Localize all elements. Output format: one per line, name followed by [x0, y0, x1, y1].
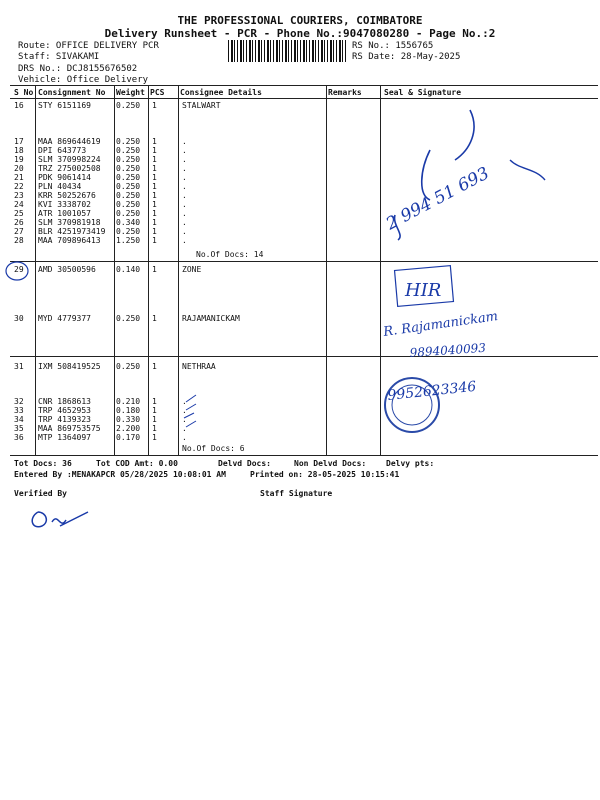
row-pcs: 1 [152, 397, 157, 406]
row-sno: 32 [14, 397, 24, 406]
row-sno: 28 [14, 236, 24, 245]
row-consignee: RAJAMANICKAM [182, 314, 240, 323]
row-weight: 0.250 [116, 146, 141, 155]
row-consignee: . [182, 209, 187, 218]
row-weight: 0.140 [116, 265, 141, 274]
row-sno: 25 [14, 209, 24, 218]
row-pcs: 1 [152, 209, 157, 218]
row-pcs: 1 [152, 218, 157, 227]
row-pcs: 1 [152, 200, 157, 209]
non-delivered-docs: Non Delvd Docs: [294, 459, 367, 468]
row-consignee: STALWART [182, 101, 221, 110]
col-consignee: Consignee Details [180, 88, 262, 97]
row-pcs: 1 [152, 433, 157, 442]
staff-signature: Staff Signature [260, 489, 333, 498]
row-pcs: 1 [152, 137, 157, 146]
row-consignment: MAA 709896413 [38, 236, 101, 245]
row-consignee: . [182, 182, 187, 191]
row-consignment: MAA 869753575 [38, 424, 101, 433]
row-weight: 0.180 [116, 406, 141, 415]
row-sno: 36 [14, 433, 24, 442]
verified-signature [32, 512, 88, 527]
row-consignment: AMD 30500596 [38, 265, 96, 274]
row-sno: 22 [14, 182, 24, 191]
row-pcs: 1 [152, 146, 157, 155]
row-sno: 21 [14, 173, 24, 182]
row-consignee: . [182, 155, 187, 164]
row-consignee: . [182, 191, 187, 200]
hir-text: HIR [405, 280, 442, 301]
row-sno: 33 [14, 406, 24, 415]
row-sno: 30 [14, 314, 24, 323]
row-weight: 0.210 [116, 397, 141, 406]
row-pcs: 1 [152, 236, 157, 245]
row-weight: 0.170 [116, 433, 141, 442]
group-docs-count: No.Of Docs: 14 [196, 250, 264, 259]
drs-number: DRS No.: DCJ8155676502 [18, 64, 138, 74]
row-pcs: 1 [152, 265, 157, 274]
row-consignee: . [182, 173, 187, 182]
row-pcs: 1 [152, 406, 157, 415]
rs-date: RS Date: 28-May-2025 [352, 52, 461, 62]
stamp-phone: 9952623346 [386, 378, 478, 404]
rs-number: RS No.: 1556765 [352, 41, 434, 51]
row-consignment: PDK 9061414 [38, 173, 91, 182]
row-consignment: ATR 1001057 [38, 209, 91, 218]
delivery-points: Delvy pts: [386, 459, 435, 468]
row-pcs: 1 [152, 362, 157, 371]
tick-marks [184, 395, 196, 427]
row-consignment: CNR 1868613 [38, 397, 91, 406]
col-weight: Weight [116, 88, 145, 97]
row-weight: 0.250 [116, 314, 141, 323]
row-weight: 0.250 [116, 362, 141, 371]
row-pcs: 1 [152, 191, 157, 200]
row-consignment: DPI 643773 [38, 146, 87, 155]
row-consignee: . [182, 406, 187, 415]
row-weight: 0.340 [116, 218, 141, 227]
row-consignment: TRP 4139323 [38, 415, 91, 424]
row-sno: 35 [14, 424, 24, 433]
row-weight: 0.250 [116, 209, 141, 218]
row-sno: 27 [14, 227, 24, 236]
row-consignment: TRZ 275002508 [38, 164, 101, 173]
row-pcs: 1 [152, 164, 157, 173]
row-pcs: 1 [152, 101, 157, 110]
row-pcs: 1 [152, 424, 157, 433]
col-pcs: PCS [150, 88, 165, 97]
row-consignee: ZONE [182, 265, 202, 274]
staff: Staff: SIVAKAMI [18, 52, 100, 62]
delivered-docs: Delvd Docs: [218, 459, 271, 468]
row-weight: 0.250 [116, 164, 141, 173]
row-sno: 29 [14, 265, 24, 274]
row-pcs: 1 [152, 182, 157, 191]
row-consignment: MAA 869644619 [38, 137, 101, 146]
row-consignee: . [182, 424, 187, 433]
group-docs-count: No.Of Docs: 6 [182, 444, 245, 453]
row-consignment: STY 6151169 [38, 101, 91, 110]
row-consignee: NETHRAA [182, 362, 216, 371]
row-consignment: KVI 3338702 [38, 200, 91, 209]
row-consignee: . [182, 137, 187, 146]
printed-on: Printed on: 28-05-2025 10:15:41 [250, 470, 400, 479]
row-sno: 23 [14, 191, 24, 200]
rajamanickam-signature: R. Rajamanickam [382, 309, 499, 340]
row-sno: 34 [14, 415, 24, 424]
row-sno: 26 [14, 218, 24, 227]
row-pcs: 1 [152, 314, 157, 323]
row-pcs: 1 [152, 227, 157, 236]
row-weight: 0.250 [116, 191, 141, 200]
row-consignee: . [182, 164, 187, 173]
row-weight: 0.250 [116, 155, 141, 164]
row-weight: 0.250 [116, 173, 141, 182]
row-weight: 0.250 [116, 137, 141, 146]
vehicle: Vehicle: Office Delivery [18, 75, 149, 85]
col-consignment: Consignment No [38, 88, 106, 97]
col-sno: S No [14, 88, 34, 97]
row-weight: 0.250 [116, 200, 141, 209]
col-remarks: Remarks [328, 88, 362, 97]
row-sno: 16 [14, 101, 24, 110]
row-sno: 19 [14, 155, 24, 164]
circle-mark [6, 262, 28, 280]
row-consignee: . [182, 236, 187, 245]
row-weight: 0.330 [116, 415, 141, 424]
row-sno: 24 [14, 200, 24, 209]
row-consignment: PLN 40434 [38, 182, 82, 191]
row-consignment: MYD 4779377 [38, 314, 91, 323]
verified-by: Verified By [14, 489, 67, 498]
row-consignment: SLM 370998224 [38, 155, 101, 164]
row-consignee: . [182, 397, 187, 406]
row-consignee: . [182, 415, 187, 424]
row-weight: 0.250 [116, 101, 141, 110]
row-consignee: . [182, 433, 187, 442]
row-consignment: TRP 4652953 [38, 406, 91, 415]
row-consignment: SLM 370981918 [38, 218, 101, 227]
row-sno: 17 [14, 137, 24, 146]
row-pcs: 1 [152, 155, 157, 164]
total-docs: Tot Docs: 36 [14, 459, 72, 468]
row-sno: 18 [14, 146, 24, 155]
row-consignment: MTP 1364097 [38, 433, 91, 442]
row-consignment: BLR 4251973419 [38, 227, 106, 236]
phone-number-handwritten: 9894040093 [409, 340, 487, 360]
row-pcs: 1 [152, 415, 157, 424]
row-weight: 0.250 [116, 182, 141, 191]
row-consignment: KRR 50252676 [38, 191, 96, 200]
company-name: THE PROFESSIONAL COURIERS, COIMBATORE [177, 14, 423, 27]
row-sno: 31 [14, 362, 24, 371]
row-consignee: . [182, 218, 187, 227]
route: Route: OFFICE DELIVERY PCR [18, 41, 159, 51]
row-consignee: . [182, 200, 187, 209]
col-seal: Seal & Signature [384, 88, 462, 97]
row-pcs: 1 [152, 173, 157, 182]
row-consignee: . [182, 146, 187, 155]
runsheet-title: Delivery Runsheet - PCR - Phone No.:9047080280 - Page No.:2 [104, 27, 496, 40]
row-consignee: . [182, 227, 187, 236]
entered-by: Entered By :MENAKAPCR 05/28/2025 10:08:01 AM [14, 470, 226, 479]
row-weight: 0.250 [116, 227, 141, 236]
signature-numbers: 2 994 51 693 [382, 163, 493, 235]
row-weight: 2.200 [116, 424, 141, 433]
row-consignment: IXM 508419525 [38, 362, 101, 371]
total-cod: Tot COD Amt: 0.00 [96, 459, 178, 468]
row-sno: 20 [14, 164, 24, 173]
row-weight: 1.250 [116, 236, 141, 245]
signature-flourish [510, 160, 545, 180]
